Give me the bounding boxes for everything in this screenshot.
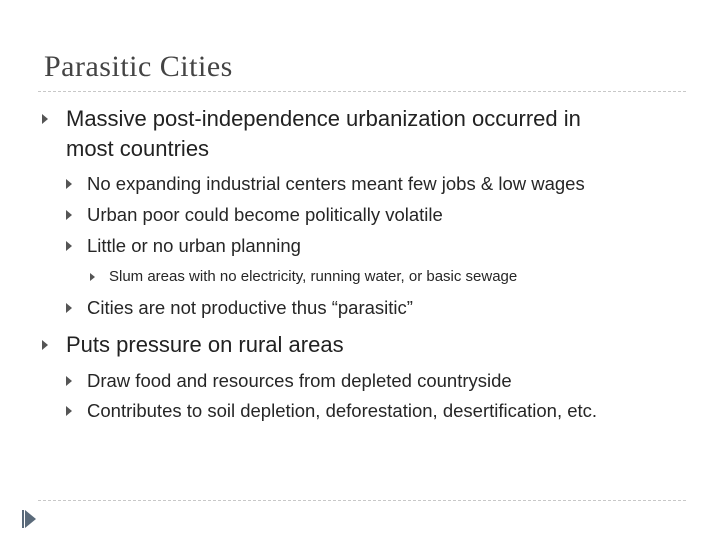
sub-sub-bullet-text: Slum areas with no electricity, running water, or basic sewage [109,268,518,285]
triangle-bullet-icon [66,210,72,220]
title-divider [38,91,686,92]
triangle-bullet-icon [42,114,48,124]
triangle-bullet-icon [42,340,48,350]
triangle-bullet-icon [66,303,72,313]
sub-bullet-text: No expanding industrial centers meant few jobs & low wages [87,173,585,194]
sub-bullet-text: Cities are not productive thus “parasitic” [87,297,413,318]
slide-navigation-arrow-icon[interactable] [25,510,36,528]
sub-bullet-text: Draw food and resources from depleted countryside [87,370,512,391]
triangle-bullet-icon [66,376,72,386]
bullet-text: Puts pressure on rural areas [66,332,344,357]
triangle-bullet-icon [66,406,72,416]
sub-bullet-text: Little or no urban planning [87,235,301,256]
triangle-bullet-icon [66,179,72,189]
sub-bullet-text: Urban poor could become politically volatile [87,204,443,225]
slide-navigation-icon[interactable] [22,510,24,528]
bullet-text-continuation: most countries [66,136,210,161]
bullet-text: Massive post-independence urbanization occurred in [66,106,581,131]
triangle-bullet-icon [66,241,72,251]
footer-divider [38,500,686,501]
triangle-bullet-icon [90,273,95,281]
slide-title: Parasitic Cities [44,50,233,83]
sub-bullet-text: Contributes to soil depletion, deforestation, desertification, etc. [87,400,598,421]
